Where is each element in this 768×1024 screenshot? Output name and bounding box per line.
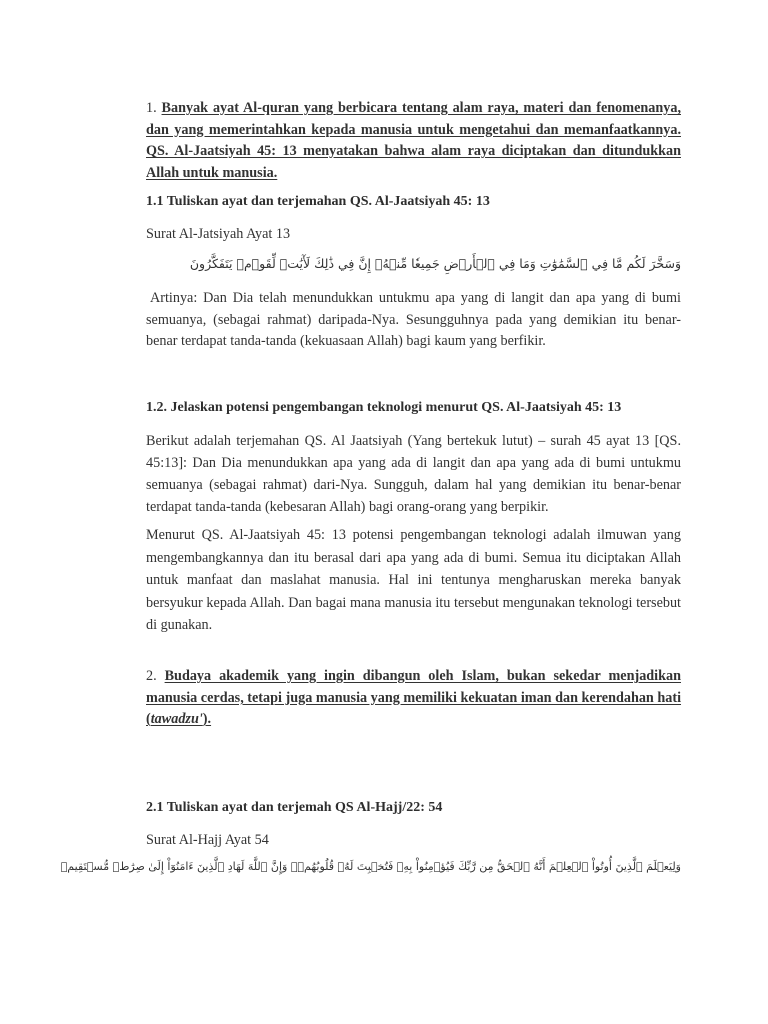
section-2-number: 2. <box>146 668 157 684</box>
section-1-1-translation: Artinya: Dan Dia telah menundukkan untukmu apa yang di langit dan apa yang di bumi semuanya, (sebagai rahmat) daripada-Nya. Sesungguhnya pada yang demikian itu benar-benar terdapat tanda-tanda (kekuasaan Allah) bagi kaum yang berfikir. <box>146 290 681 349</box>
section-1-1-arabic-verse: وَسَخَّرَ لَكُم مَّا فِي ٱلسَّمَٰوَٰتِ وَمَا فِي ٱلۡأَرۡضِ جَمِيعٗا مِّنۡهُۚ إِنَّ فِي ذَٰلِكَ لَأٓيَٰتٖ لِّقَوۡمٖ يَتَفَكَّرُونَ <box>189 256 681 271</box>
section-1-2-heading: 1.2. Jelaskan potensi pengembangan teknologi menurut QS. Al-Jaatsiyah 45: 13 <box>146 400 622 415</box>
section-2-intro-italic: tawadzu' <box>150 711 203 727</box>
section-2-intro-main: Budaya akademik yang ingin dibangun oleh Islam, bukan sekedar menjadikan manusia cerdas, tetapi juga manusia yang memiliki kekuatan iman dan kerendahan hati ( <box>146 668 682 727</box>
section-1-2-paragraph-2: Menurut QS. Al-Jaatsiyah 45: 13 potensi pengembangan teknologi adalah ilmuwan yang mengembangkannya dan itu berasal dari apa yang ada di bumi. Semua itu diciptakan Allah untuk manfaat dan maslahat manusia. Hal ini tentunya mengharuskan mereka banyak bersyukur kepada Allah. Dan bagai mana manusia itu tersebut mengunakan teknologi tersebut di gunakan. <box>146 527 681 633</box>
section-1-2-paragraph-1: Berikut adalah terjemahan QS. Al Jaatsiyah (Yang bertekuk lutut) – surah 45 ayat 13 [QS. 45:13]: Dan Dia menundukkan apa yang ada di langit dan apa yang ada di bumi untukmu semuanya (sebagai rahmat) dari-Nya. Sungguh, dalam hal yang demikian itu benar-benar terdapat tanda-tanda (kebesaran Allah) bagi orang-orang yang berpikir. <box>146 433 681 515</box>
section-2-1-surah-label: Surat Al-Hajj Ayat 54 <box>146 832 269 848</box>
section-1-1-surah-label: Surat Al-Jatsiyah Ayat 13 <box>146 226 291 242</box>
section-1-intro <box>146 98 681 184</box>
section-1-intro-text: Banyak ayat Al-quran yang berbicara tentang alam raya, materi dan fenomenanya, dan yang memerintahkan kepada manusia untuk mengetahui dan memanfaatkannya. QS. Al-Jaatsiyah 45: 13 menyatakan bahwa alam raya diciptakan dan ditundukkan Allah untuk manusia. <box>146 100 681 181</box>
section-1-number: 1. <box>146 100 157 116</box>
section-2-1-arabic-verse: وَلِيَعۡلَمَ ٱلَّذِينَ أُوتُواْ ٱلۡعِلۡمَ أَنَّهُ ٱلۡحَقُّ مِن رَّبِّكَ فَيُؤۡمِنُواْ بِهِۦ فَتُخۡبِتَ لَهُۥ قُلُوبُهُمۡۗ وَإِنَّ ٱللَّهَ لَهَادِ ٱلَّذِينَ ءَامَنُوٓاْ إِلَىٰ صِرَٰطٖ مُّسۡتَقِيمٖ <box>60 860 681 873</box>
section-2-intro-end: ). <box>202 711 212 727</box>
section-1-1-heading: 1.1 Tuliskan ayat dan terjemahan QS. Al-Jaatsiyah 45: 13 <box>146 194 490 209</box>
section-2-intro <box>146 666 681 731</box>
section-2-1-heading: 2.1 Tuliskan ayat dan terjemah QS Al-Hajj/22: 54 <box>146 800 443 815</box>
